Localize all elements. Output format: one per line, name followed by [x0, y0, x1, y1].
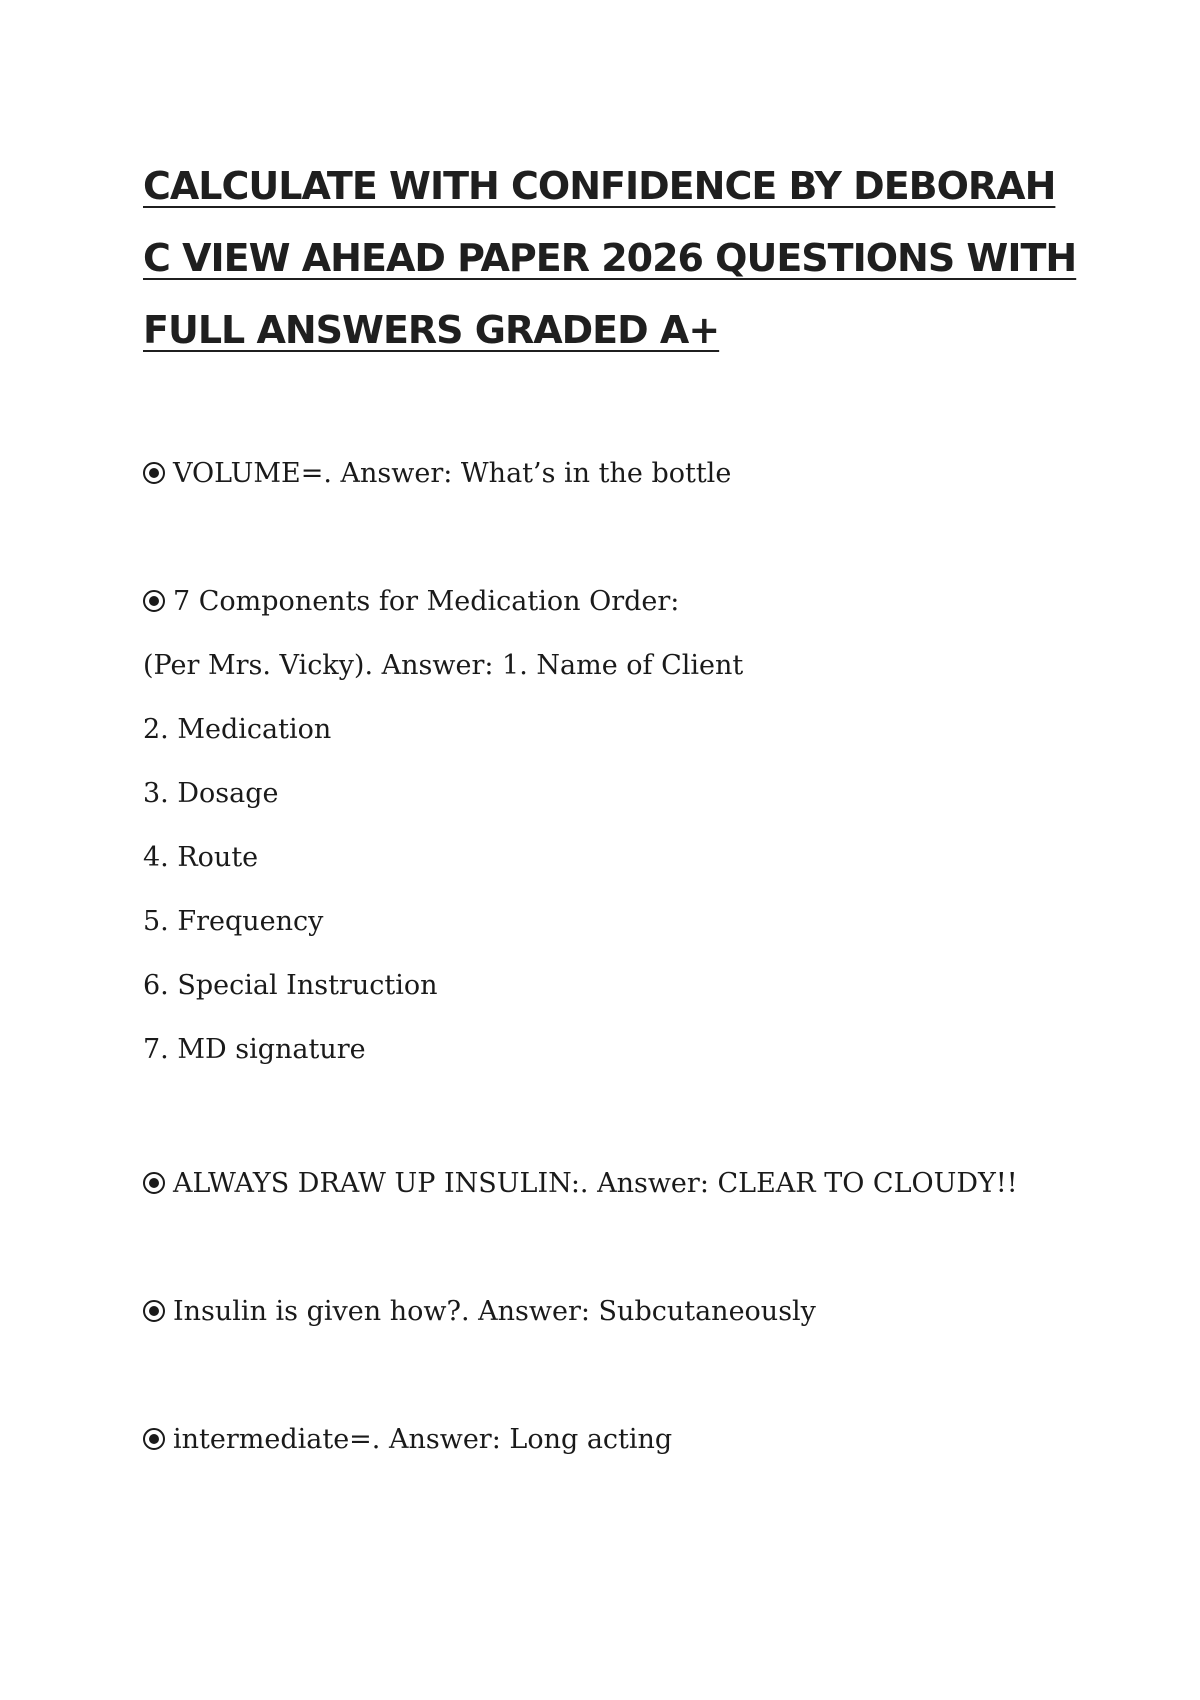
qa-answer-line: 2. Medication — [143, 714, 332, 745]
qa-answer-line: 3. Dosage — [143, 778, 279, 809]
radio-bullet-icon — [143, 462, 165, 484]
qa-answer-line: 6. Special Instruction — [143, 970, 438, 1001]
qa-item — [143, 1280, 1103, 1344]
qa-line — [143, 1152, 1103, 1216]
radio-bullet-icon — [143, 590, 165, 612]
radio-bullet-icon — [143, 1300, 165, 1322]
qa-answer-line: 7. MD signature — [143, 1034, 366, 1065]
qa-answer-line: (Per Mrs. Vicky). Answer: 1. Name of Client — [143, 650, 744, 681]
qa-question: Insulin is given how?. Answer: Subcutaneously — [173, 1296, 816, 1327]
qa-item — [143, 442, 1103, 506]
qa-line — [143, 570, 1103, 634]
radio-bullet-icon — [143, 1428, 165, 1450]
qa-question: 7 Components for Medication Order: — [173, 586, 680, 617]
qa-answer-line: 4. Route — [143, 842, 259, 873]
qa-question: intermediate=. Answer: Long acting — [173, 1424, 673, 1455]
qa-item — [143, 1408, 1103, 1472]
qa-question: ALWAYS DRAW UP INSULIN:. Answer: CLEAR TO CLOUDY!! — [173, 1168, 1018, 1199]
radio-bullet-icon — [143, 1172, 165, 1194]
document-title: CALCULATE WITH CONFIDENCE BY DEBORAH C VIEW AHEAD PAPER 2026 QUESTIONS WITH FULL ANSWERS GRADED A+ — [143, 164, 1077, 352]
qa-item — [143, 1152, 1103, 1216]
qa-question: VOLUME=. Answer: What’s in the bottle — [173, 458, 732, 489]
qa-line — [143, 1408, 1103, 1472]
qa-line — [143, 442, 1103, 506]
qa-line — [143, 1280, 1103, 1344]
qa-item — [143, 570, 1103, 1082]
qa-answer-line: 5. Frequency — [143, 906, 324, 937]
